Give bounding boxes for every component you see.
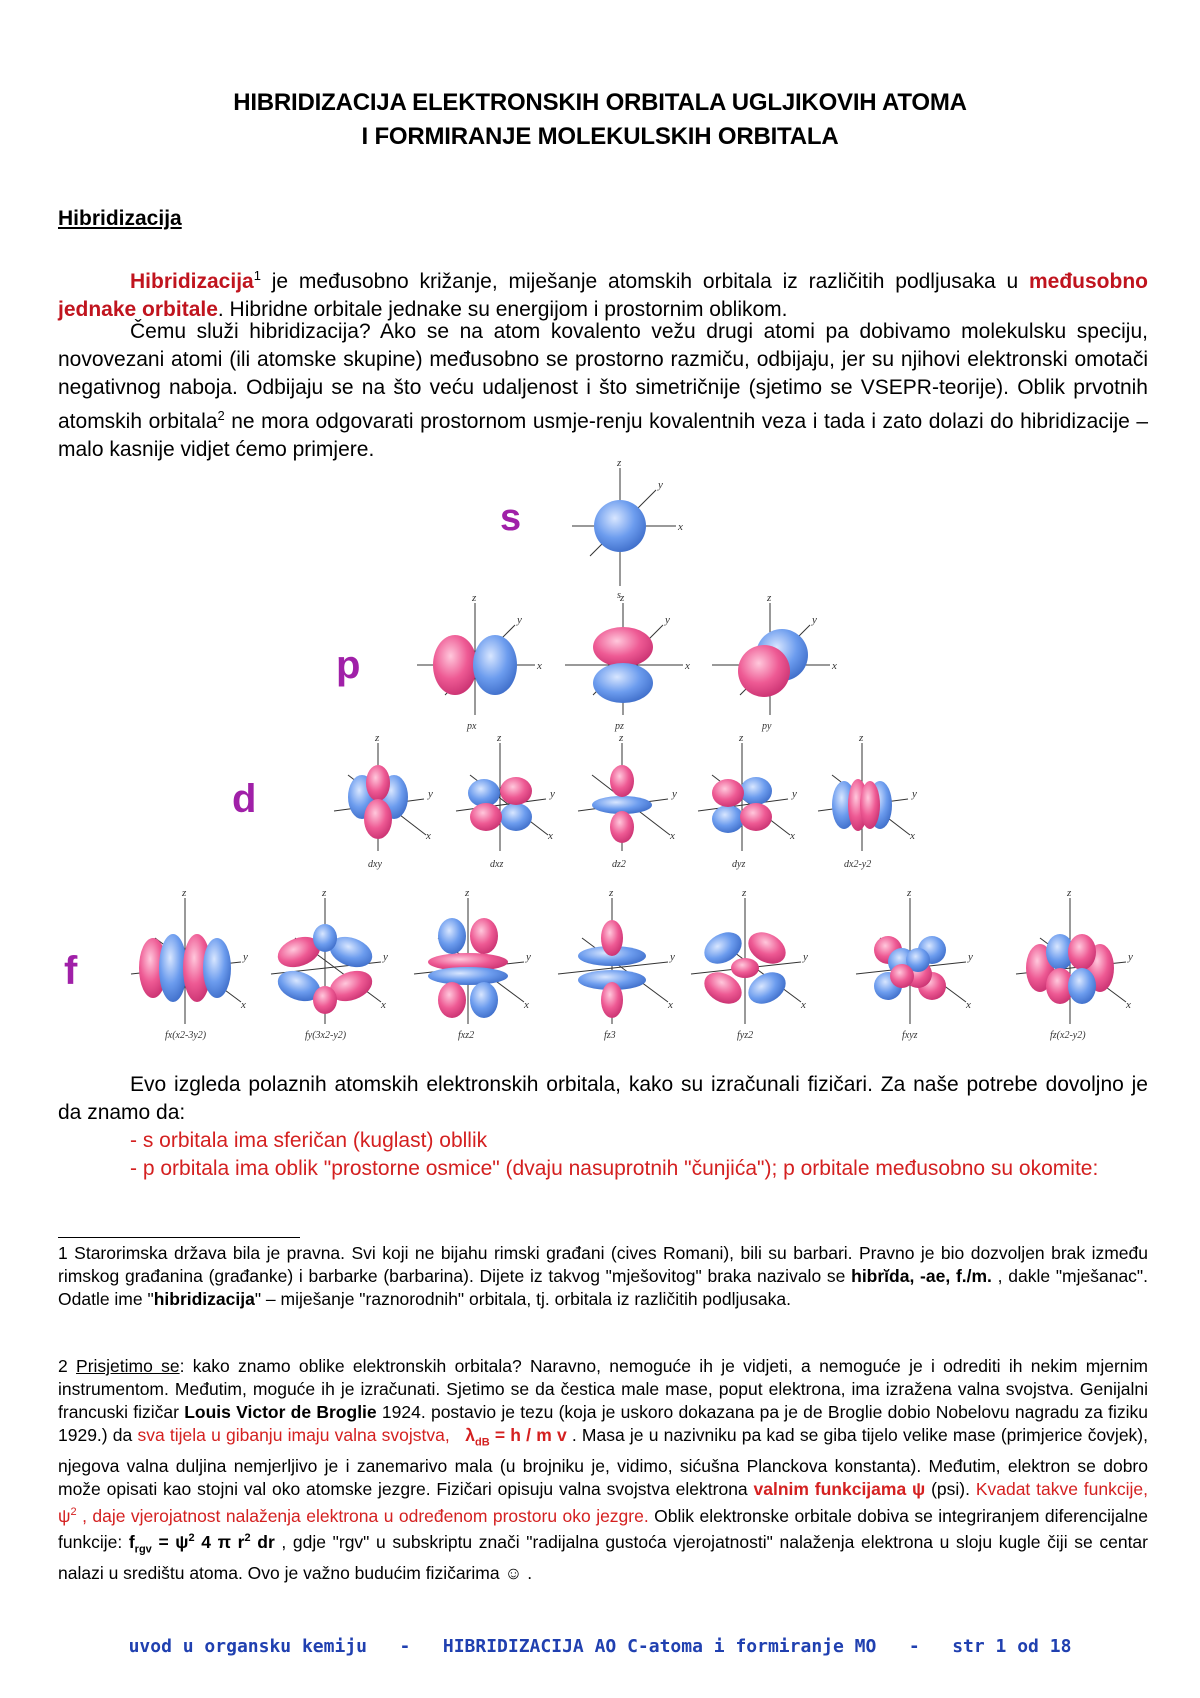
orbital-f7 — [1016, 887, 1133, 1041]
label-f: f — [64, 949, 78, 993]
svg-text:z: z — [472, 592, 477, 604]
fn2-formula-2: = ψ — [151, 1532, 189, 1553]
paragraph-3: Evo izgleda polaznih atomskih elektronskih orbitala, kako su izračunali fizičari. Za naše potrebe dovoljno je da znamo da: — [58, 1073, 1148, 1124]
fn2-text-4: (psi). — [925, 1478, 976, 1499]
orbital-f1 — [131, 887, 248, 1041]
paragraph-2 — [58, 318, 1148, 464]
svg-text:z: z — [609, 887, 614, 899]
orbital-dx2y2 — [818, 732, 917, 870]
fn2-lambda: λ — [465, 1425, 476, 1445]
svg-text:y: y — [812, 614, 817, 626]
orbital-f3-caption: fxz2 — [458, 1030, 475, 1041]
orbital-dxz-caption: dxz — [490, 859, 504, 870]
footer-page-number: str 1 od 18 — [952, 1636, 1072, 1657]
orbital-s — [572, 460, 683, 601]
title-line-2: I FORMIRANJE MOLEKULSKIH ORBITALA — [361, 123, 839, 150]
svg-text:y: y — [670, 951, 675, 963]
footer-topic: HIBRIDIZACIJA AO C-atoma i formiranje MO — [442, 1636, 877, 1657]
fn2-text-6: , gdje "rgv" u subskriptu znači "radijalna gustoća vjerojatnosti" nalaženja elektrona u sloju kugle čiji se centar nalazi u središtu atoma. Ovo je važno budućim fizičarima — [58, 1532, 1148, 1583]
orbital-f2 — [271, 887, 388, 1041]
para1-text: je međusobno križanje, miješanje atomskih orbitala iz različitih podljusaka u — [260, 270, 1029, 293]
svg-text:x: x — [537, 660, 542, 672]
fn2-red-3: Kvadat takve funkcije, ψ — [58, 1478, 1148, 1526]
orbital-dxy — [334, 732, 433, 870]
footnote-2 — [58, 1355, 1148, 1585]
orbital-dz2-caption: dz2 — [612, 859, 626, 870]
fn2-formula-1: = h / m v — [489, 1425, 567, 1445]
term-hibridizacija: Hibridizacija — [130, 270, 254, 293]
bullet-s-orbital: - s orbitala ima sferičan (kuglast) obllik — [130, 1129, 488, 1152]
footnote-separator — [58, 1237, 300, 1238]
fn1-bold-hibridizacija: hibridizacija — [153, 1289, 255, 1309]
orbital-py-caption: py — [762, 721, 772, 732]
fn2-underlined: Prisjetimo se — [76, 1356, 180, 1376]
orbital-s-caption: s — [617, 590, 621, 601]
fn2-text-7: . — [522, 1562, 533, 1583]
orbital-f7-caption: fz(x2-y2) — [1050, 1030, 1086, 1041]
label-p: p — [336, 643, 361, 687]
svg-text:y: y — [912, 788, 917, 800]
orbital-py — [712, 592, 837, 732]
orbital-dxy-caption: dxy — [368, 859, 382, 870]
svg-text:y: y — [665, 614, 670, 626]
fn2-f-sub: rgv — [134, 1543, 152, 1556]
svg-text:y: y — [803, 951, 808, 963]
fn2-text-2: 1924. postavio je tezu (koja je uskoro dokazana pa je de Broglie dobio Nobelovu nagradu za fiziku 1929.) da — [58, 1402, 1148, 1445]
svg-text:x: x — [832, 660, 837, 672]
paragraph-1 — [58, 262, 1148, 324]
orbital-f4-caption: fz3 — [604, 1030, 616, 1041]
section-heading: Hibridizacija — [58, 207, 182, 230]
orbital-f6 — [856, 887, 973, 1041]
svg-text:x: x — [670, 830, 675, 842]
svg-text:y: y — [658, 479, 663, 491]
label-d: d — [232, 777, 257, 821]
svg-text:z: z — [182, 887, 187, 899]
svg-text:y: y — [526, 951, 531, 963]
svg-text:z: z — [742, 887, 747, 899]
svg-text:y: y — [672, 788, 677, 800]
svg-text:z: z — [907, 887, 912, 899]
svg-text:y: y — [517, 614, 522, 626]
orbital-dz2 — [578, 732, 677, 870]
svg-text:y: y — [550, 788, 555, 800]
svg-text:x: x — [966, 999, 971, 1011]
svg-text:z: z — [739, 732, 744, 744]
svg-text:x: x — [910, 830, 915, 842]
fn2-formula-2c: 4 π r — [194, 1532, 245, 1553]
title-line-1: HIBRIDIZACIJA ELEKTRONSKIH ORBITALA UGLJIKOVIH ATOMA — [233, 89, 967, 116]
fn2-red-1: sva tijela u gibanju imaju valna svojstva, — [137, 1425, 450, 1445]
svg-text:x: x — [1126, 999, 1131, 1011]
fn2-formula-sup2: 2 — [244, 1532, 251, 1545]
orbital-f5 — [691, 887, 808, 1041]
fn1-text-3: " – miješanje "raznorodnih" orbitala, tj. orbitala iz različitih podljusaka. — [254, 1289, 791, 1309]
orbital-dyz — [698, 732, 797, 870]
fn1-text: 1 Starorimska država bila je pravna. Svi koji ne bijahu rimski građani (cives Romani), bili su barbari. Pravno je bio dozvoljen brak između rimskog građanina (građanke) i barbarke (barbarina). Dijete iz takvog "mješovitog" braka nazivalo se — [58, 1243, 1148, 1286]
svg-text:z: z — [620, 592, 625, 604]
footer-separator-2: - — [876, 1636, 953, 1657]
orbitals-figure — [0, 460, 1200, 1060]
footnote-ref-2[interactable]: 2 — [217, 408, 225, 423]
bullet-p-orbital: - p orbitala ima oblik "prostorne osmice" (dvaju nasuprotnih "čunjića"); p orbitale međusobno su okomite: — [130, 1157, 1099, 1180]
fn2-number: 2 — [58, 1356, 77, 1376]
svg-text:z: z — [767, 592, 772, 604]
svg-text:x: x — [381, 999, 386, 1011]
orbital-f4 — [558, 887, 675, 1041]
para1-text-end: . Hibridne orbitale jednake su energijom i prostornim oblikom. — [217, 298, 788, 321]
svg-text:z: z — [322, 887, 327, 899]
page-footer — [0, 1636, 1200, 1657]
svg-text:y: y — [428, 788, 433, 800]
svg-text:x: x — [241, 999, 246, 1011]
fn2-text-5: Oblik elektronske orbitale dobiva se integriranjem diferencijalne funkcije: — [58, 1505, 1148, 1553]
svg-text:y: y — [243, 951, 248, 963]
orbital-f5-caption: fyz2 — [737, 1030, 754, 1041]
svg-text:x: x — [426, 830, 431, 842]
svg-text:z: z — [497, 732, 502, 744]
svg-text:y: y — [1128, 951, 1133, 963]
fn2-red-3-sup: 2 — [70, 1505, 77, 1518]
footnote-1 — [58, 1242, 1148, 1311]
orbital-pz-caption: pz — [615, 721, 624, 732]
footer-course: uvod u organsku kemiju — [128, 1636, 367, 1657]
orbital-dxz — [456, 732, 555, 870]
svg-text:x: x — [668, 999, 673, 1011]
fn2-text-1: : kako znamo oblike elektronskih orbitala? Naravno, nemoguće ih je vidjeti, a nemoguće je i odrediti ih nekim mjernim instrumentom. Međutim, moguće ih je izračunati. Sjetimo se da čestica male mase, poput elektrona, ima izražena valna svojstva. Genijalni francuski fizičar — [58, 1356, 1148, 1422]
fn2-formula-2d: dr — [250, 1532, 275, 1553]
fn2-name: Louis Victor de Broglie — [184, 1402, 377, 1422]
svg-text:x: x — [801, 999, 806, 1011]
svg-text:z: z — [617, 460, 622, 469]
orbital-f3 — [414, 887, 531, 1041]
svg-text:z: z — [619, 732, 624, 744]
fn2-red-4: , daje vjerojatnost nalaženja elektrona u određenom prostoru oko jezgre. — [76, 1505, 649, 1526]
fn2-red-2: valnim funkcijama ψ — [753, 1478, 926, 1499]
para1-emphasis: međusobno jednake orbitale — [58, 270, 1148, 321]
orbital-pz — [565, 592, 690, 732]
label-s: s — [500, 497, 522, 539]
svg-text:x: x — [790, 830, 795, 842]
orbital-f6-caption: fxyz — [902, 1030, 918, 1041]
orbital-px — [417, 592, 542, 732]
svg-text:y: y — [383, 951, 388, 963]
svg-text:x: x — [685, 660, 690, 672]
svg-text:x: x — [678, 521, 683, 533]
fn2-lambda-sub: dB — [475, 1436, 490, 1449]
orbital-dx2y2-caption: dx2-y2 — [844, 859, 872, 870]
para2-text: Čemu služi hibridizacija? Ako se na atom kovalento vežu drugi atomi pa dobivamo molekulsku speciju, novovezani atomi (ili atomske skupine) međusobno se prostorno razmiču, odbijaju, jer su njihovi elektronski omotači negativnog naboja. Odbijaju se na što veću udaljenost i što simetričnije (sjetimo se VSEPR-teorije). Oblik prvotnih atomskih orbitala — [58, 320, 1148, 433]
smiley-icon: ☺ — [504, 1562, 523, 1583]
fn2-text-3: . Masa je u nazivniku pa kad se giba tijelo velike mase (primjerice čovjek), njegova valna duljina nemjerljivo je i zanemarivo mala (u brojniku je, vidimo, sićušna Planckova konstanta). Međutim, elektron se dobro može opisati kao stojni val oko atomske jezgre. Fizičari opisuju valna svojstva elektrona — [58, 1425, 1148, 1499]
svg-text:z: z — [465, 887, 470, 899]
fn1-bold-hibrida: hibrĭda, -ae, f./m. — [851, 1266, 992, 1286]
orbital-f2-caption: fy(3x2-y2) — [305, 1030, 347, 1041]
orbital-f1-caption: fx(x2-3y2) — [165, 1030, 207, 1041]
svg-text:x: x — [548, 830, 553, 842]
svg-text:y: y — [792, 788, 797, 800]
footnote-ref-1[interactable]: 1 — [253, 268, 261, 283]
orbital-dyz-caption: dyz — [732, 859, 746, 870]
footer-separator-1: - — [367, 1636, 443, 1657]
page-title — [0, 86, 1200, 154]
fn1-text-2: , dakle "mješanac". Odatle ime " — [58, 1266, 1148, 1309]
svg-text:x: x — [524, 999, 529, 1011]
svg-text:y: y — [968, 951, 973, 963]
svg-text:z: z — [1067, 887, 1072, 899]
svg-text:z: z — [375, 732, 380, 744]
fn2-formula-sup1: 2 — [188, 1532, 195, 1545]
fn2-f: f — [128, 1532, 135, 1553]
para2-text-end: ne mora odgovarati prostornom usmje-renju kovalentnih veza i tada i zato dolazi do hibridizacije – malo kasnije vidjet ćemo primjere. — [58, 410, 1148, 461]
orbital-px-caption: px — [467, 721, 477, 732]
svg-text:z: z — [859, 732, 864, 744]
